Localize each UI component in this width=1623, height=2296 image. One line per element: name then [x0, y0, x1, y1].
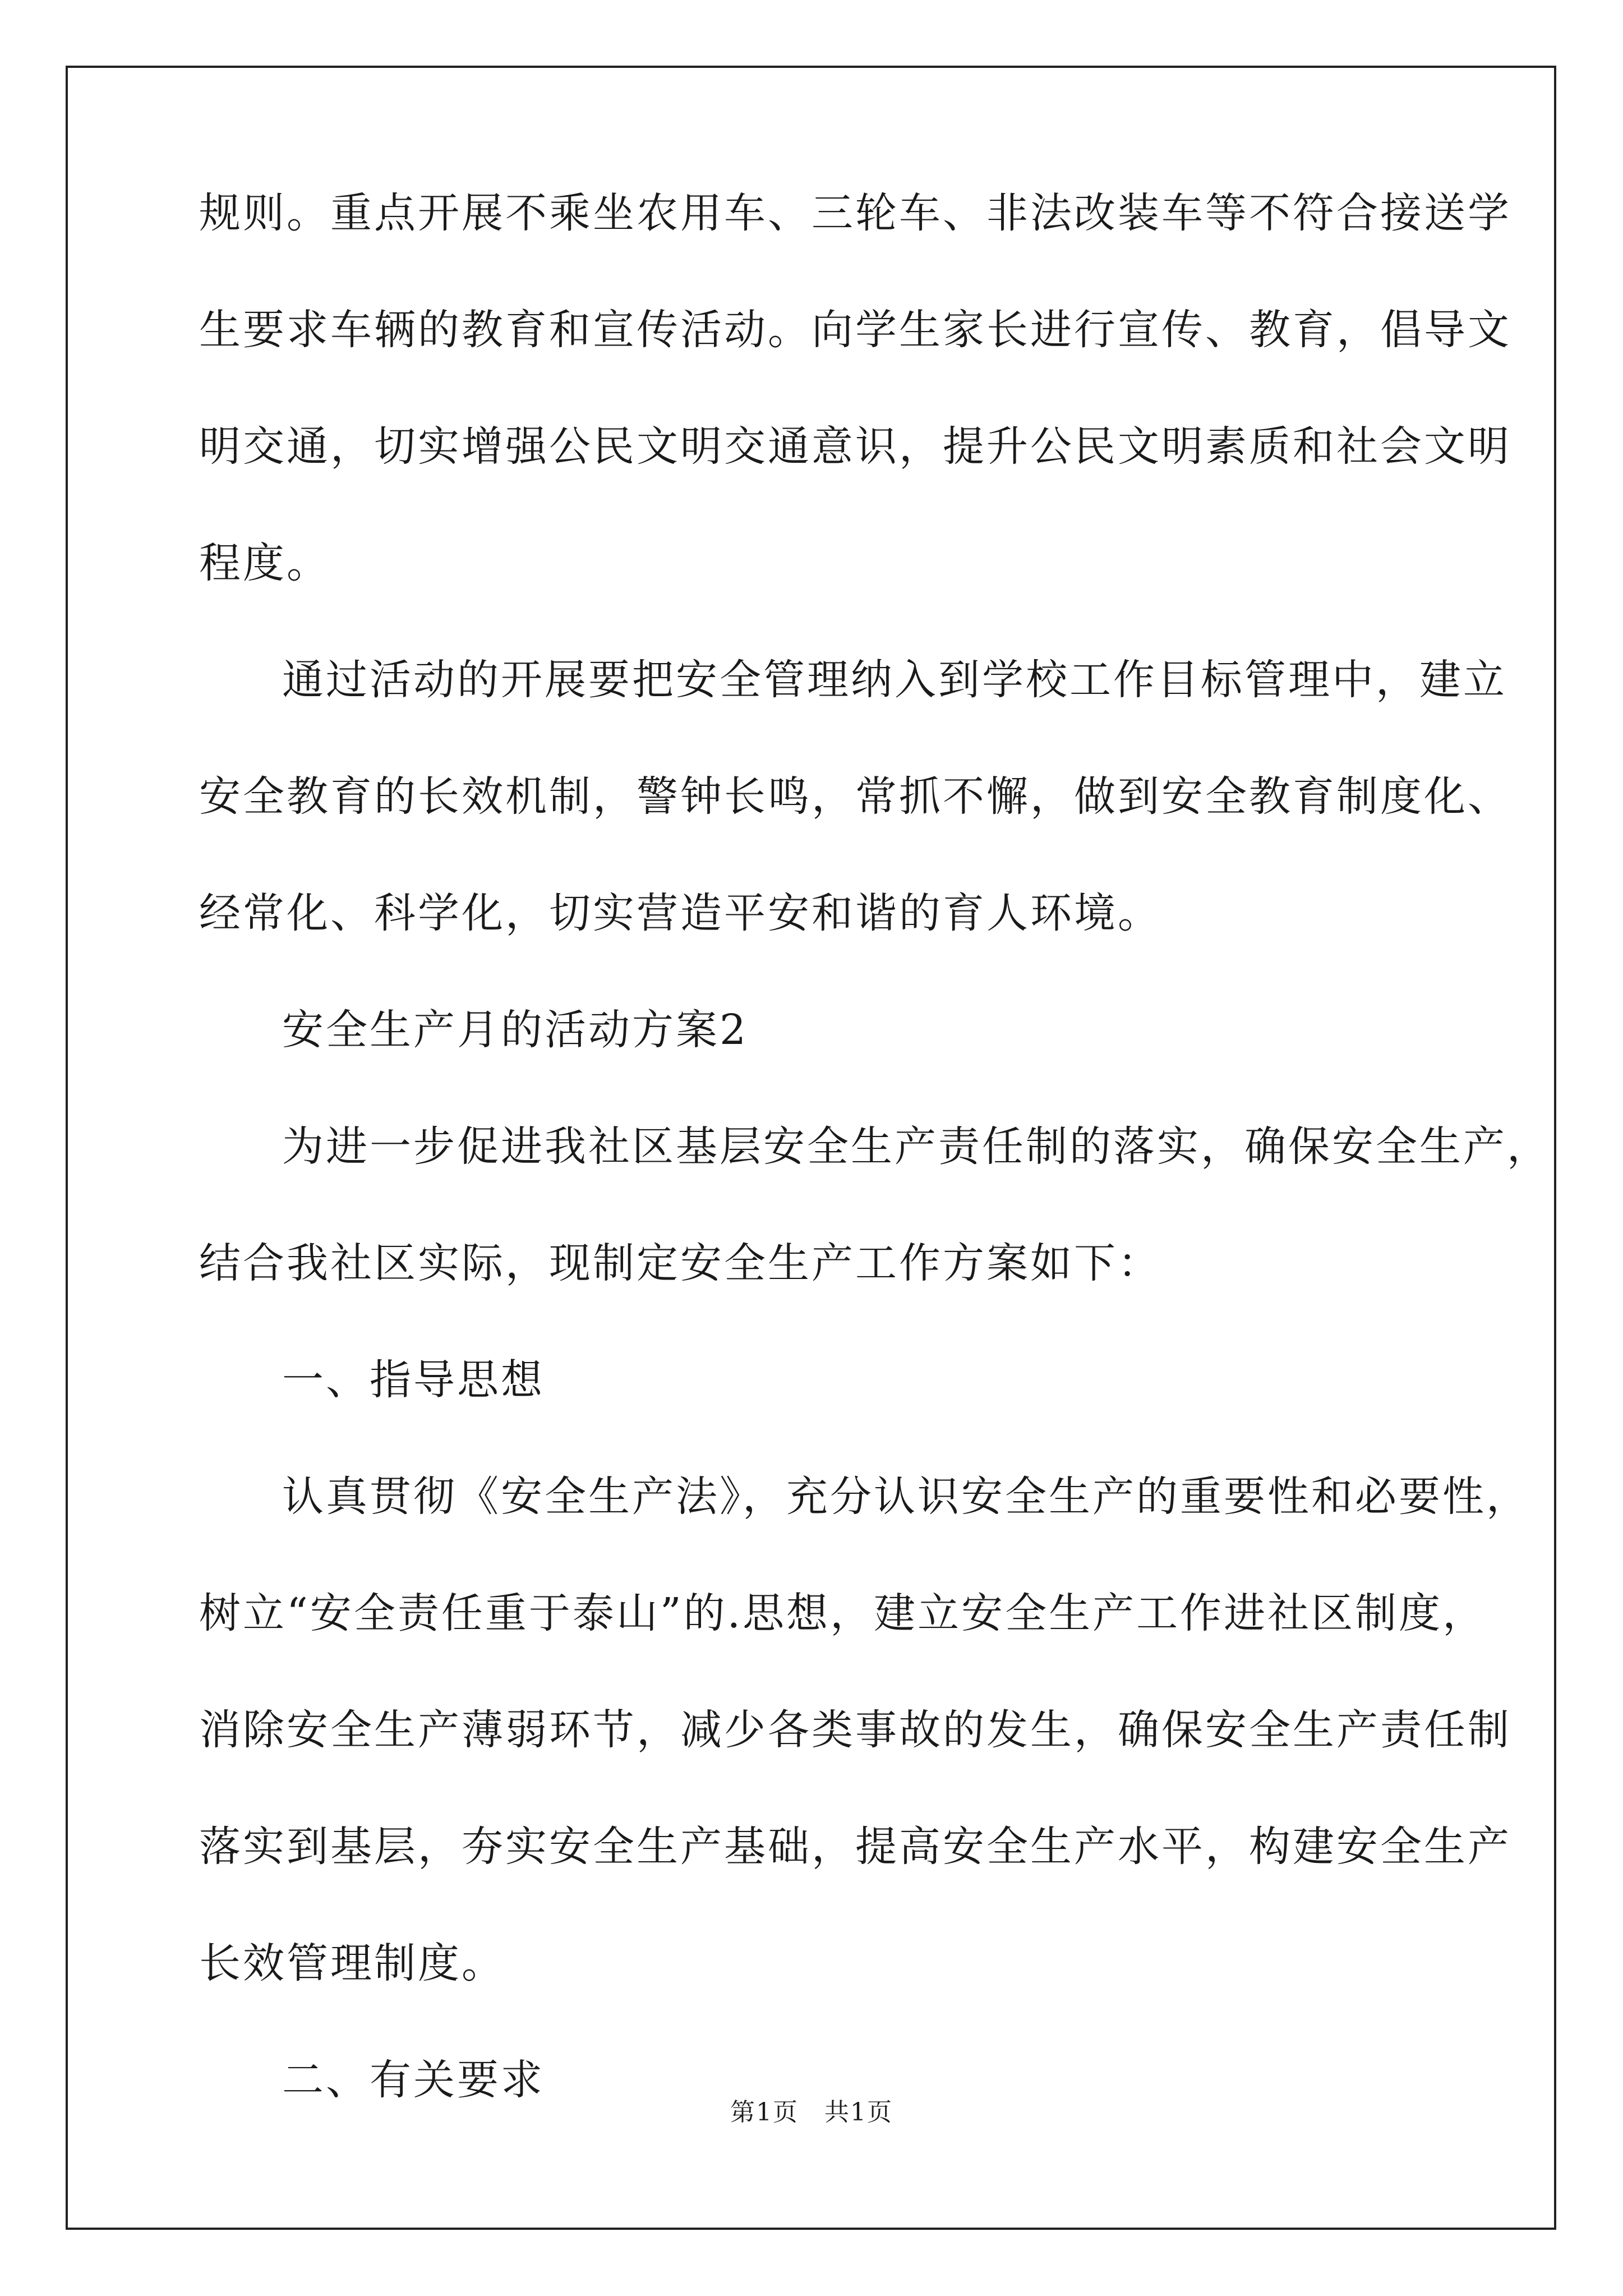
text-line: 长效管理制度。	[199, 1939, 505, 1987]
text-line: 结合我社区实际，现制定安全生产工作方案如下：	[199, 1239, 1161, 1287]
text-line: 树立“安全责任重于泰山”的.思想，建立安全生产工作进社区制度，	[199, 1589, 1487, 1637]
page-footer: 第1页 共1页	[730, 2098, 893, 2127]
heading-requirements: 二、有关要求	[282, 2056, 545, 2104]
paragraph-first-line: 为进一步促进我社区基层安全生产责任制的落实，确保安全生产，	[282, 1122, 1551, 1171]
section-title: 安全生产月的活动方案2	[282, 1006, 749, 1054]
text-line: 安全教育的长效机制，警钟长鸣，常抓不懈，做到安全教育制度化、	[199, 772, 1511, 821]
paragraph-first-line: 通过活动的开展要把安全管理纳入到学校工作目标管理中，建立	[282, 656, 1507, 704]
text-line: 明交通，切实增强公民文明交通意识，提升公民文明素质和社会文明	[199, 422, 1511, 471]
text-line: 规则。重点开展不乘坐农用车、三轮车、非法改装车等不符合接送学	[199, 189, 1511, 237]
text-line: 消除安全生产薄弱环节，减少各类事故的发生，确保安全生产责任制	[199, 1706, 1511, 1754]
paragraph-first-line: 认真贯彻《安全生产法》，充分认识安全生产的重要性和必要性，	[282, 1473, 1530, 1521]
text-line: 程度。	[199, 539, 330, 587]
text-line: 生要求车辆的教育和宣传活动。向学生家长进行宣传、教育，倡导文	[199, 306, 1511, 354]
text-line: 经常化、科学化，切实营造平安和谐的育人环境。	[199, 889, 1161, 937]
text-line: 落实到基层，夯实安全生产基础，提高安全生产水平，构建安全生产	[199, 1823, 1511, 1871]
heading-guiding-ideology: 一、指导思想	[282, 1356, 545, 1404]
